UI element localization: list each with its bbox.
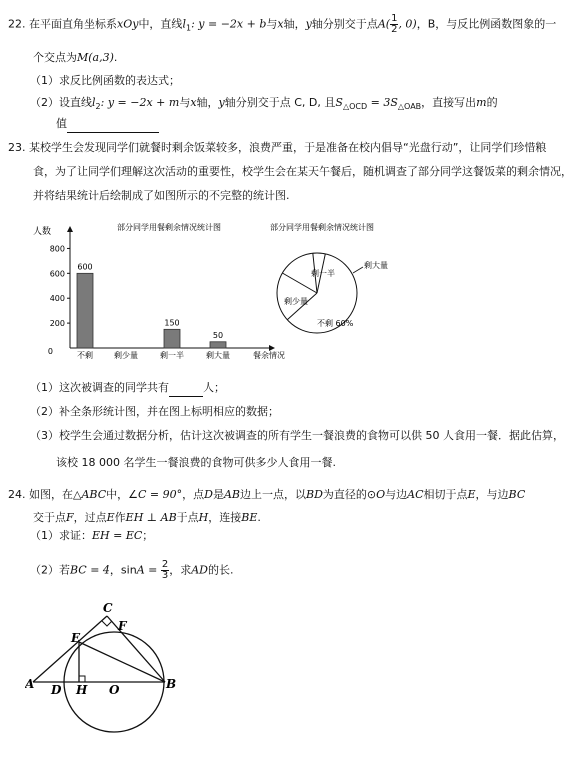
bar-data-label: 50 [212,330,224,340]
x-tick-label: 不剩 [77,351,93,360]
answer-blank[interactable] [169,380,203,397]
pie-label-little: 剩少量 [284,297,308,306]
y-axis-arrow [67,226,73,232]
pie-leader-line [353,267,363,273]
q23-para2: 食，为了让同学们理解这次活动的重要性，校学生会在某天午餐后，随机调查了部分同学这餐饭菜的剩余情况， [33,165,572,178]
fraction-one-half: $\frac{1}{2}$ [391,13,398,35]
y-tick-label: 0 [47,347,53,356]
label-e: E [71,631,81,645]
y-axis-label: 人数 [33,227,52,237]
y-tick-label: 200 [49,319,65,329]
answer-blank[interactable] [67,116,159,133]
right-angle-mark-h [79,676,85,682]
q24-line1: 24. 如图，在△ABC中，∠C = 90°，点D是AB边上一点，以BD为直径的⊙O与边AC相切于点E，与边BC [8,488,526,501]
label-f: F [118,619,127,633]
x-tick-label: 剩大量 [206,351,230,360]
q23-para1: 23. 某校学生会发现同学们就餐时剩余饭菜较多，浪费严重，于是准备在校内倡导“光盘行动”，让同学们珍惜粮 [8,141,547,154]
q23-para3: 并将结果统计后绘制成了如图所示的不完整的统计图. [33,189,290,202]
bar-chart-title: 部分同学用餐剩余情况统计图 [117,223,221,232]
label-h: H [76,683,88,697]
segment-cb [107,616,165,682]
y-tick-label: 400 [49,294,65,304]
x-tick-label: 剩一半 [160,351,184,360]
pie-label-half: 剩一半 [311,269,335,278]
q23-sub3-cont: 该校 18 000 名学生一餐浪费的食物可供多少人食用一餐. [56,456,336,469]
label-a: A [25,677,35,691]
x-axis-label: 餐余情况 [253,351,285,360]
q24-line2: 交于点F，过点E作EH ⊥ AB于点H，连接BE. [33,511,261,524]
bar-chart [25,218,285,368]
right-angle-mark-c [102,621,112,626]
pie-label-large: 剩大量 [364,261,388,270]
label-b: B [166,677,177,691]
x-tick-label: 剩少量 [114,351,138,360]
y-tick-label: 800 [49,244,65,254]
label-c: C [103,601,113,615]
q24-sub2: （2）若BC = 4，sinA = $\frac{2}{3}$ ，求AD的长. [30,559,234,581]
q24-sub1: （1）求证：EH = EC； [30,529,154,542]
q24-number: 24. [8,488,26,501]
pie-label-no-leftover: 不剩 60% [317,319,354,328]
segment-ac [33,616,107,682]
y-tick-label: 600 [49,269,65,279]
q22-number: 22. [8,17,26,31]
q23-sub1: （1）这次被调查的同学共有 人； [30,380,225,397]
pie-chart [265,218,405,348]
q22-sub1: （1）求反比例函数的表达式； [30,74,180,87]
q23-sub3: （3）校学生会通过数据分析，估计这次被调查的所有学生一餐浪费的食物可以供 50 人食用一餐．据此估算， [30,429,564,442]
label-d: D [51,683,62,697]
geometry-figure [25,600,195,740]
fraction-two-thirds: $\frac{2}{3}$ [161,559,169,581]
q22-sub2: （2）设直线$l_2$: y = −2x + m与x轴，y轴分别交于点 C, D, 且$S_{\triangle OCD} = 3S_{\triangle OAB}$，直接写出m的 [30,96,498,112]
q22-line2: 个交点为M(a,3). [33,51,118,64]
q23-sub2: （2）补全条形统计图，并在图上标明相应的数据； [30,405,279,418]
pie-chart-title: 部分同学用餐剩余情况统计图 [270,223,374,232]
label-o: O [109,683,120,697]
bar [164,329,180,348]
bar-data-label: 600 [77,262,93,272]
q22-line1: 22. 在平面直角坐标系xOy中，直线$l_1$: y = −2x + b与x轴，y轴分别交于点A( $\frac{1}{2}$ , 0)，B，与反比例函数图象的一 [8,13,557,35]
bar [210,342,226,348]
bar-data-label: 150 [164,318,180,328]
segment-be [79,642,165,682]
q22-answer-line: 值 [56,116,159,133]
q23-number: 23. [8,141,26,154]
bar [77,273,93,348]
